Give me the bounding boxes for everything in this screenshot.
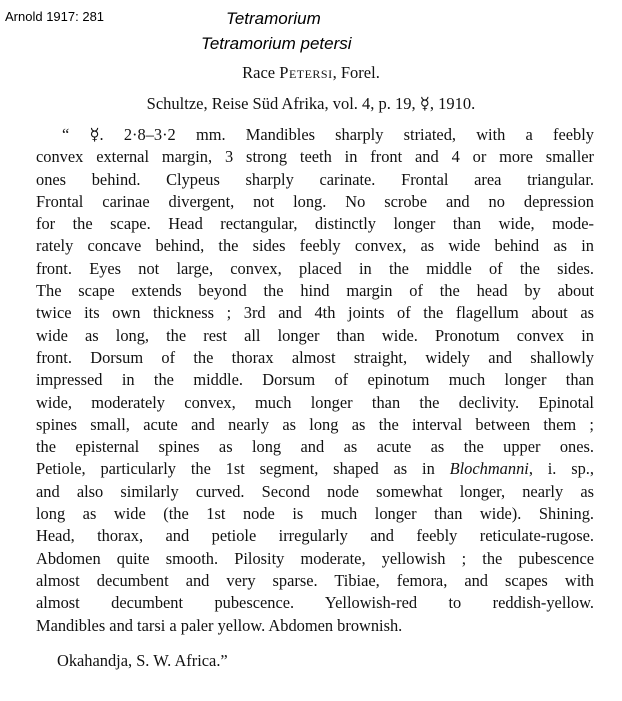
species-reference-italic: Blochmanni [449,459,529,479]
race-name: Petersi [279,63,333,82]
description-text [36,124,594,637]
description-line: “ ☿. 2·8–3·2 mm. Mandibles sharply striated, with a feebly [62,125,594,144]
description-line: Frontal carinae divergent, not long. No scrobe and no depression [36,191,594,211]
species-heading: Tetramorium petersi [201,34,352,53]
description-line: Abdomen quite smooth. Pilosity moderate, yellowish ; the pubescence [36,548,594,568]
description-line: rately concave behind, the sides feebly convex, as wide behind as in [36,236,594,256]
description-line-start: Petiole, particularly the 1st segment, shaped as in [36,459,450,479]
description-line: front. Dorsum of the thorax almost straight, widely and shallowly [36,347,594,367]
description-line-with-italic [36,458,594,480]
description-line: twice its own thickness ; 3rd and 4th joints of the flagellum about as [36,303,594,323]
locality-text: Okahandja, S. W. Africa.” [57,651,228,670]
description-line: impressed in the middle. Dorsum of epinotum much longer than [36,370,594,390]
description-line: Head, thorax, and petiole irregularly and feebly reticulate-rugose. [36,526,594,546]
description-line: and also similarly curved. Second node somewhat longer, nearly as [36,481,594,501]
description-line: wide as long, the rest all longer than wide. Pronotum convex in [36,325,594,345]
race-prefix: Race [242,63,280,82]
description-line: the episternal spines as long and as acute as the upper ones. [36,437,594,457]
description-line: The scape extends beyond the hind margin of the head by about [36,281,594,301]
description-line: long as wide (the 1st node is much longer than wide). Shining. [36,504,594,524]
description-line: front. Eyes not large, convex, placed in the middle of the sides. [36,258,594,278]
description-line: wide, moderately convex, much longer than the declivity. Epinotal [36,392,594,412]
genus-heading: Tetramorium [226,9,321,28]
race-suffix: , Forel. [332,63,380,82]
description-line: for the scape. Head rectangular, distinctly longer than wide, mode- [36,214,594,234]
description-line: almost decumbent and very sparse. Tibiae, femora, and scapes with [36,570,594,590]
description-line: almost decumbent pubescence. Yellowish-red to reddish-yellow. [36,593,594,613]
citation-label: Arnold 1917: 281 [5,9,105,24]
race-heading [0,63,622,83]
description-line-tail: , i. sp., [528,459,595,479]
description-line: convex external margin, 3 strong teeth in front and 4 or more smaller [36,147,594,167]
description-line: spines small, acute and nearly as long as the interval between them ; [36,414,594,434]
description-line: Mandibles and tarsi a paler yellow. Abdomen brownish. [36,615,403,635]
description-line: ones behind. Clypeus sharply carinate. Frontal area triangular. [36,169,594,189]
publication-reference: Schultze, Reise Süd Afrika, vol. 4, p. 19, ☿, 1910. [146,94,476,113]
